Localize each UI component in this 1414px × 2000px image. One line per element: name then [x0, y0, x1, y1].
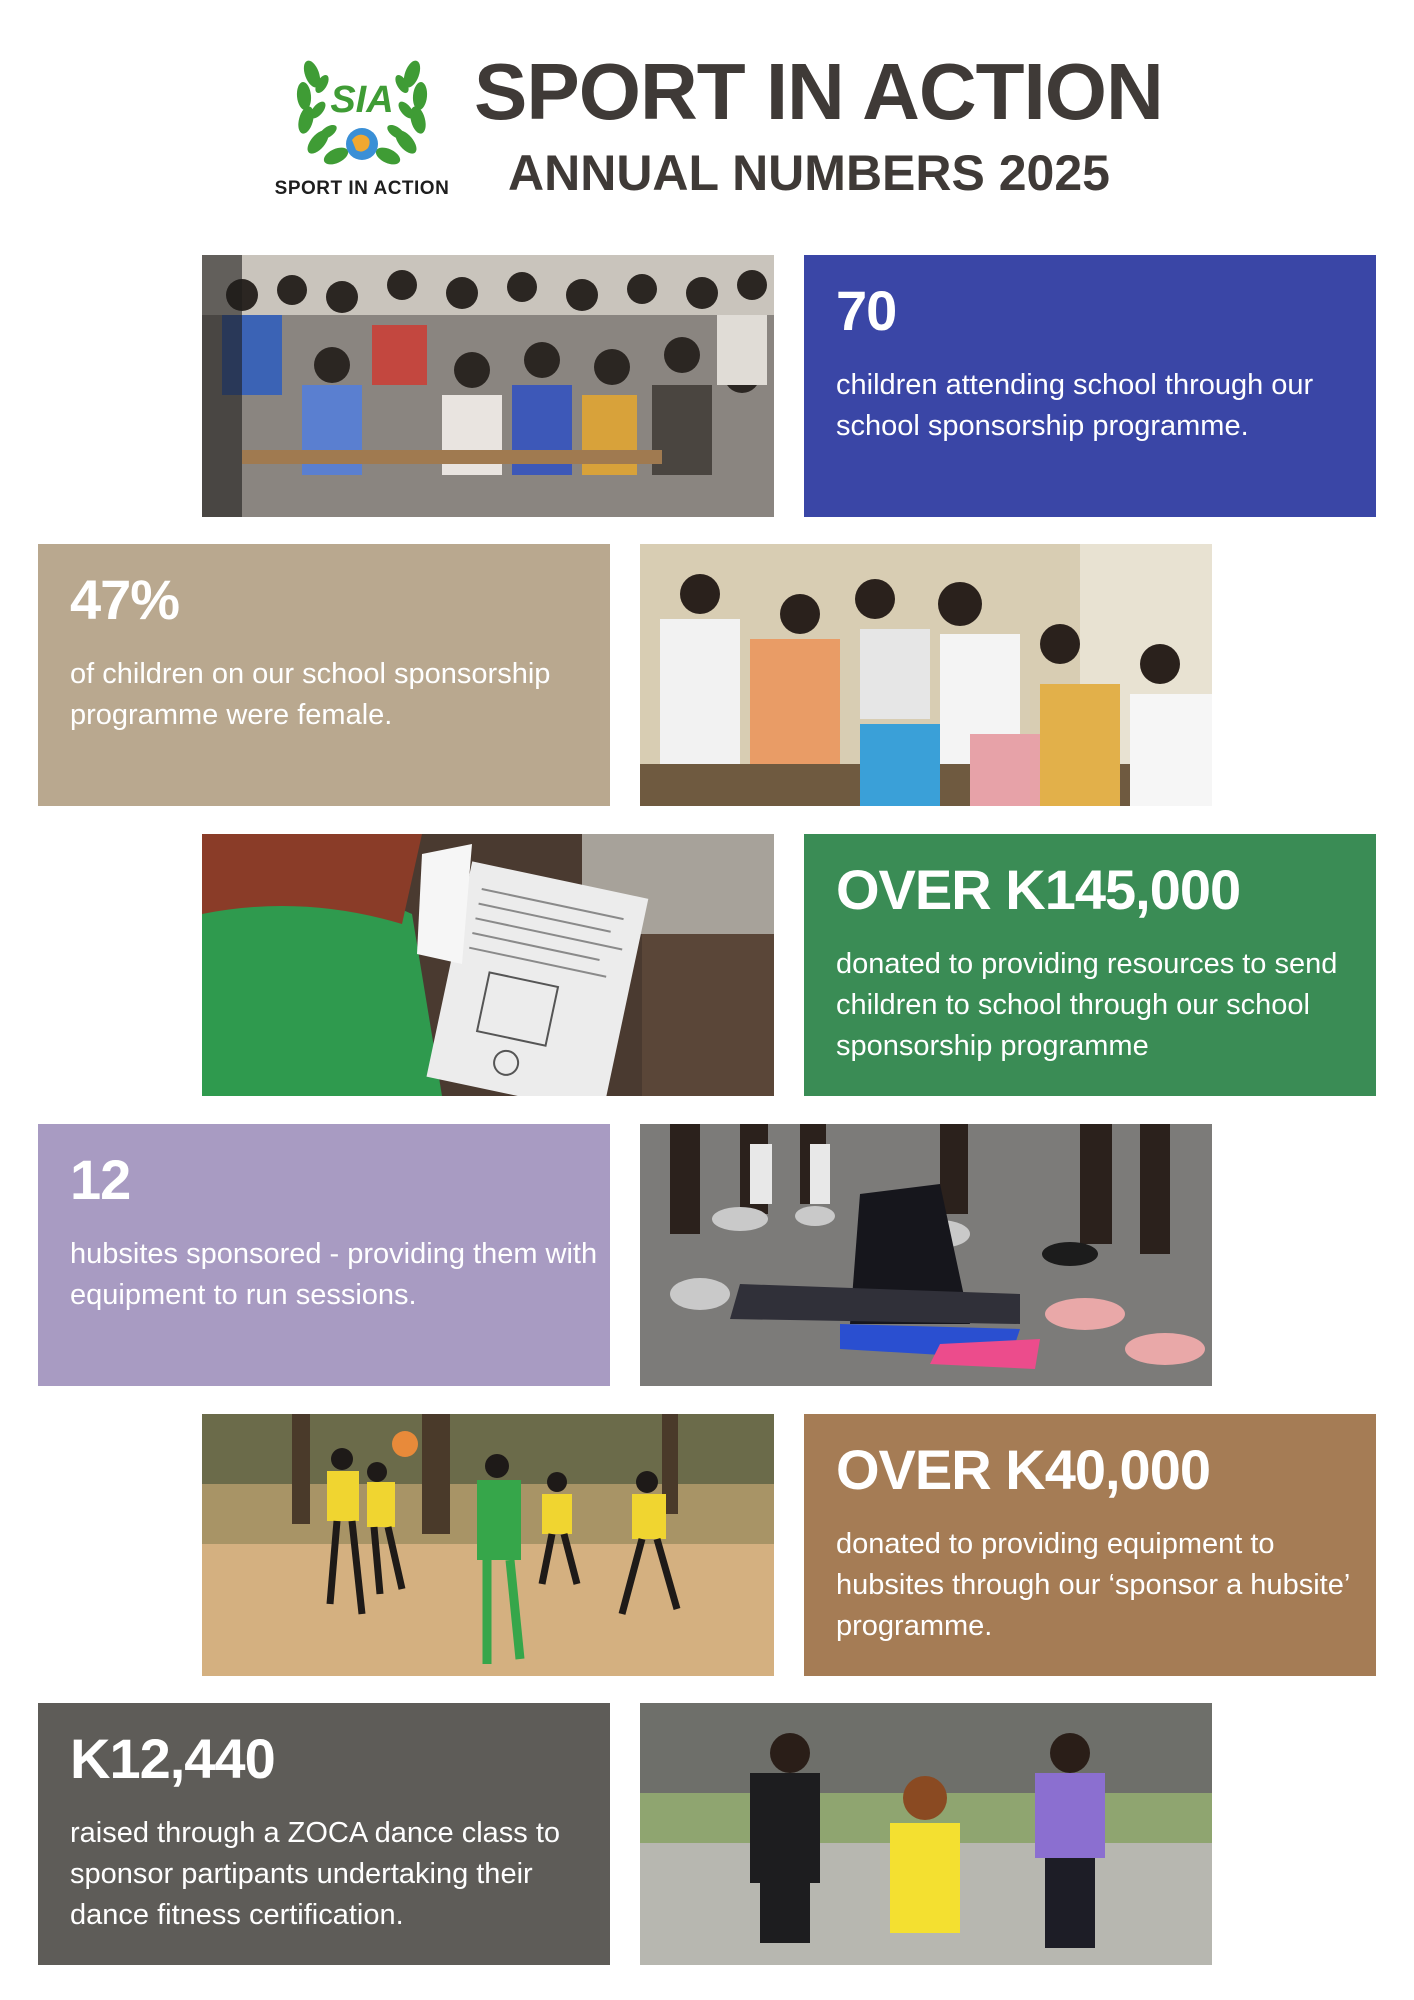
- svg-text:SIA: SIA: [330, 79, 394, 121]
- photo-football-game: [202, 1414, 774, 1676]
- stat-card-k145000-donated: [804, 834, 1376, 1096]
- stat-value: 47%: [70, 568, 180, 631]
- laurel-logo-icon: [292, 44, 432, 174]
- stat-description: of children on our school sponsorship programme were female.: [70, 658, 551, 731]
- photo-children-crowd: [202, 255, 774, 517]
- header: [0, 0, 1414, 240]
- photo-worksheet: [202, 834, 774, 1096]
- stat-value: K12,440: [70, 1727, 275, 1790]
- stat-description: donated to providing resources to send children to school through our school sponsorship programme: [836, 948, 1338, 1062]
- stat-value: OVER K145,000: [836, 858, 1241, 921]
- photo-girls-group: [640, 544, 1212, 806]
- stat-card-female-percentage: [38, 544, 610, 806]
- photo-dance-class: [640, 1703, 1212, 1965]
- stat-value: OVER K40,000: [836, 1438, 1210, 1501]
- stat-description: children attending school through our school sponsorship programme.: [836, 369, 1314, 442]
- stat-description: hubsites sponsored - providing them with equipment to run sessions.: [70, 1238, 598, 1311]
- photo-equipment-court: [640, 1124, 1212, 1386]
- stat-value: 70: [836, 279, 897, 342]
- stat-description: raised through a ZOCA dance class to sponsor partipants undertaking their dance fitness certification.: [70, 1817, 561, 1931]
- stat-value: 12: [70, 1148, 131, 1211]
- page-title: SPORT IN ACTION: [474, 47, 1163, 136]
- logo: [262, 44, 462, 204]
- logo-caption: SPORT IN ACTION: [274, 178, 450, 199]
- stat-description: donated to providing equipment to hubsites through our ‘sponsor a hubsite’ programme.: [836, 1528, 1350, 1642]
- stat-card-hubsites-sponsored: [38, 1124, 610, 1386]
- stat-card-children-attending: [804, 255, 1376, 517]
- stat-card-k40000-donated: [804, 1414, 1376, 1676]
- page-subtitle: ANNUAL NUMBERS 2025: [508, 145, 1110, 201]
- stat-card-k12440-raised: [38, 1703, 610, 1965]
